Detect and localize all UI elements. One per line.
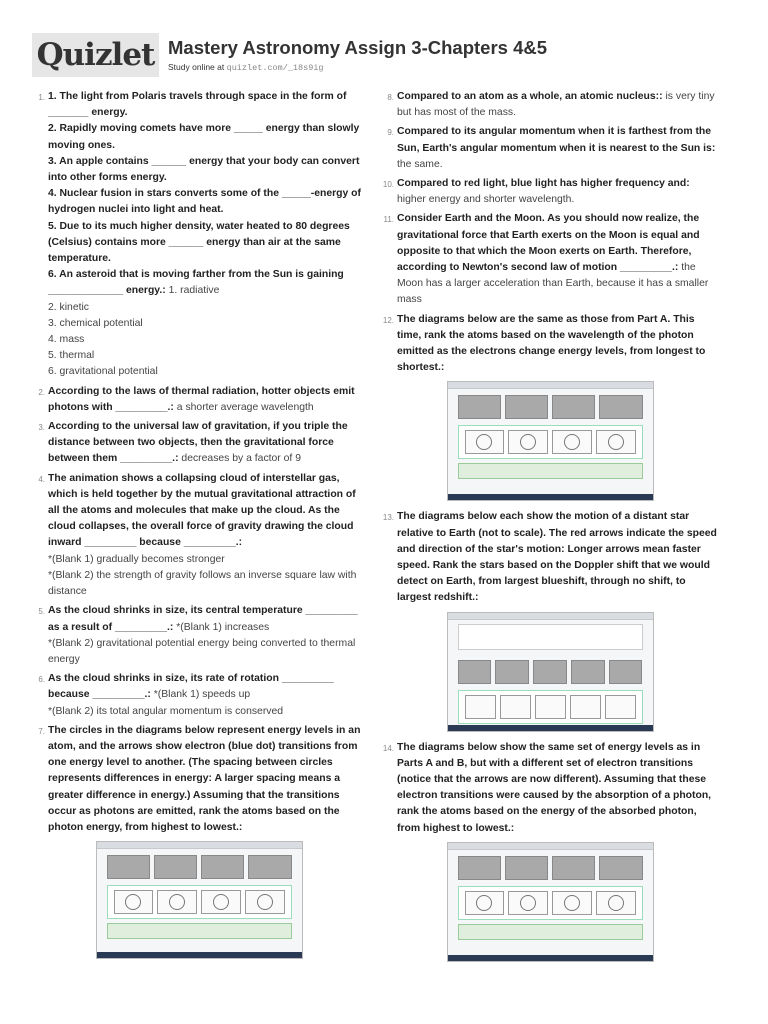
question-11 [379,211,721,308]
question-7 [30,723,368,836]
question-text: Consider Earth and the Moon. As you should now realize, the gravitational force that Earth exerts on the Moon is equal and opposite to that which the Moon exerts on Earth. Therefore, according to Newton's second law of motion _________.: [397,213,700,274]
q1-answer-2: 2. kinetic [48,301,90,313]
answer-text: the same. [397,158,443,170]
question-text: According to the universal law of gravitation, if you triple the distance between two objects, then the gravitational force between them _________.: [48,421,348,465]
q1-answer-6: 6. gravitational potential [48,366,158,378]
question-text: Compared to an atom as a whole, an atomic nucleus:: [397,91,663,102]
question-number: 12. [382,315,394,325]
question-10 [379,176,721,208]
question-text: The diagrams below show the same set of energy levels as in Parts A and B, but with a different set of electron transitions (notice that the arrows are now different). Assuming that these electron transitions were caused by the absorption of a photon, rank the atoms based on the energy of the absorbed photon, from highest to lowest.: [397,741,712,834]
question-9 [379,124,721,173]
answer-blank-2: *(Blank 2) the strength of gravity follows an inverse square law with distance [48,569,357,598]
question-number: 4. [38,474,45,484]
question-number: 5. [38,607,45,617]
question-text: The animation shows a collapsing cloud of interstellar gas, which is held together by the mutual gravitational attraction of all the atoms and molecules that make up the cloud. As the cloud collapses, the overall force of gravity drawing the cloud inward _________ because _________.: [48,472,356,549]
question-text: The diagrams below each show the motion of a distant star relative to Earth (not to scale). The red arrows indicate the speed and direction of the star's motion: Longer arrows mean faster speed. Rank the stars based on the Doppler shift that we would detect on Earth, from largest blueshift, through no shift, to largest redshift.: [397,511,717,604]
question-text: Compared to red light, blue light has higher frequency and: [397,178,690,190]
left-column [30,89,368,967]
question-6 [30,671,368,720]
question-1 [30,89,368,381]
question-text: The circles in the diagrams below represent energy levels in an atom, and the arrows show electron (blue dot) transitions from one energy level to another. (The spacing between circles represents differences in energy: A larger spacing means a greater difference in energy.) Assuming that the transitions occur as photons are emitted, rank the atoms based on the photon energy, from highest to lowest.: [48,724,361,833]
study-prefix: Study online at [168,62,227,72]
question-number: 13. [382,513,394,523]
question-text: According to the laws of thermal radiation, hotter objects emit photons with _________.: [48,385,355,413]
study-url[interactable]: quizlet.com/_18s9ig [226,63,324,73]
question-number: 3. [38,423,45,433]
quizlet-logo: Quizlet [32,33,159,77]
question-text: As the cloud shrinks in size, its rate of rotation _________ because _________.: [48,673,334,701]
q1-line-2: 2. Rapidly moving comets have more _____ energy than slowly moving ones. [48,123,360,151]
answer-blank-1: *(Blank 1) increases [176,621,270,633]
question-text: As the cloud shrinks in size, its central temperature _________ as a result of _________.: [48,605,358,633]
diagram-screenshot-q13 [447,612,654,732]
question-number: 7. [38,726,45,736]
answer-blank-1: *(Blank 1) gradually becomes stronger [48,553,225,565]
right-column [379,89,721,970]
diagram-screenshot-q7 [96,841,303,959]
q1-line-5: 5. Due to its much higher density, water heated to 80 degrees (Celsius) contains more ______ energy than air at the same temperature. [48,220,350,265]
question-5 [30,603,368,668]
question-2 [30,384,368,416]
q1-line-4: 4. Nuclear fusion in stars converts some of the _____-energy of hydrogen nuclei into light and heat. [48,188,361,216]
answer-blank-2: *(Blank 2) its total angular momentum is conserved [48,705,284,717]
question-4 [30,471,368,601]
question-14 [379,740,721,837]
answer-text: decreases by a factor of 9 [181,453,301,465]
question-number: 8. [387,93,394,102]
question-12 [379,312,721,377]
q1-line-3: 3. An apple contains ______ energy that your body can convert into other forms energy. [48,155,360,184]
question-number: 6. [38,675,45,685]
q1-answer-3: 3. chemical potential [48,317,143,329]
question-13 [379,509,721,606]
study-online-line [168,62,324,73]
question-number: 2. [38,387,45,397]
answer-text: the Moon has a larger acceleration than Earth, because it has a smaller mass [397,262,709,306]
question-number: 10. [382,180,394,190]
answer-text: is very tiny but has most of the mass. [397,91,715,119]
answer-text: a shorter average wavelength [176,401,314,413]
q1-line-6: 6. An asteroid that is moving farther from the Sun is gaining _____________ energy.: [48,269,344,297]
answer-blank-1: *(Blank 1) speeds up [153,689,251,701]
question-text: Compared to its angular momentum when it is farthest from the Sun, Earth's angular momentum when it is nearest to the Sun is: [397,126,716,154]
question-number: 11. [383,215,394,225]
question-text: The diagrams below are the same as those from Part A. This time, rank the atoms based on the wavelength of the photon emitted as the electrons change energy levels, from longest to shortest.: [397,313,706,374]
question-number: 1. [38,93,45,102]
q1-answer-1: 1. radiative [168,285,220,297]
question-number: 14. [382,743,394,753]
diagram-screenshot-q12 [447,381,654,501]
question-number: 9. [387,128,394,138]
answer-blank-2: *(Blank 2) gravitational potential energy being converted to thermal energy [48,637,356,665]
diagram-screenshot-q14 [447,842,654,962]
answer-text: higher energy and shorter wavelength. [397,194,575,206]
q1-answer-5: 5. thermal [48,350,95,362]
q1-answer-4: 4. mass [48,334,85,346]
page-title: Mastery Astronomy Assign 3-Chapters 4&5 [168,37,548,58]
q1-line-1: 1. The light from Polaris travels through space in the form of _______ energy. [48,91,347,119]
question-3 [30,419,368,468]
question-8 [379,89,721,121]
page-header [32,33,736,77]
